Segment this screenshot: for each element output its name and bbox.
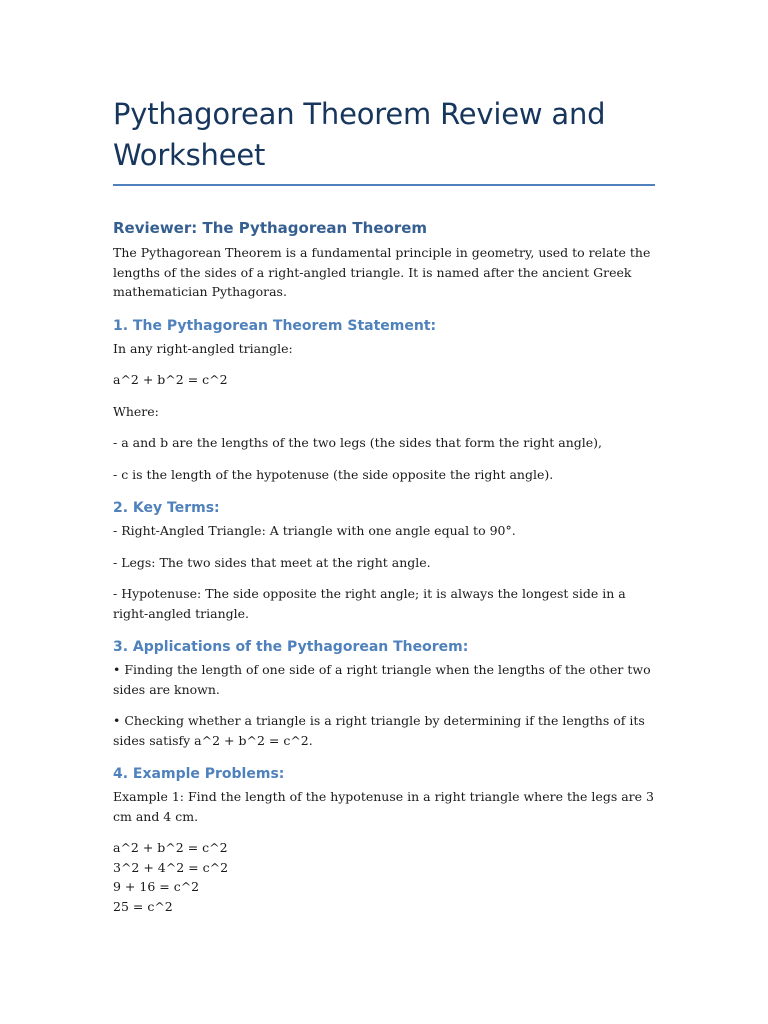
document-body [113,94,655,916]
section-3-heading: 3. Applications of the Pythagorean Theorem: [113,639,469,655]
solution-step: 3^2 + 4^2 = c^2 [113,859,229,875]
application-item: • Checking whether a triangle is a right triangle by determining if the lengths of its sides satisfy a^2 + b^2 = c^2. [113,713,645,748]
solution-step: 9 + 16 = c^2 [113,879,200,894]
section-1-heading: 1. The Pythagorean Theorem Statement: [113,317,437,334]
section-1-lead: In any right-angled triangle: [113,340,293,356]
example-1-text: Example 1: Find the length of the hypotenuse in a right triangle where the legs are 3 cm and 4 cm. [113,789,654,824]
section-4-heading: 4. Example Problems: [113,766,285,782]
key-term-item: - Legs: The two sides that meet at the right angle. [113,554,431,570]
solution-step: a^2 + b^2 = c^2 [113,840,228,855]
theorem-formula: a^2 + b^2 = c^2 [113,372,228,387]
reviewer-heading: Reviewer: The Pythagorean Theorem [113,219,428,237]
definition-legs: - a and b are the lengths of the two legs (the sides that form the right angle), [113,435,603,450]
key-term-item: - Hypotenuse: The side opposite the right angle; it is always the longest side in a right-angled triangle. [113,586,626,621]
solution-step: 25 = c^2 [113,898,173,914]
intro-paragraph: The Pythagorean Theorem is a fundamental principle in geometry, used to relate the lengths of the sides of a right-angled triangle. It is named after the ancient Greek mathematician Pythagoras. [113,245,651,299]
where-label: Where: [113,403,159,419]
definition-hypotenuse: - c is the length of the hypotenuse (the side opposite the right angle). [113,466,554,482]
title-underline [113,184,655,186]
document-title: Pythagorean Theorem Review and Worksheet [113,97,606,172]
application-item: • Finding the length of one side of a right triangle when the lengths of the other two sides are known. [113,662,651,697]
key-term-item: - Right-Angled Triangle: A triangle with one angle equal to 90°. [113,523,516,538]
section-2-heading: 2. Key Terms: [113,500,220,516]
